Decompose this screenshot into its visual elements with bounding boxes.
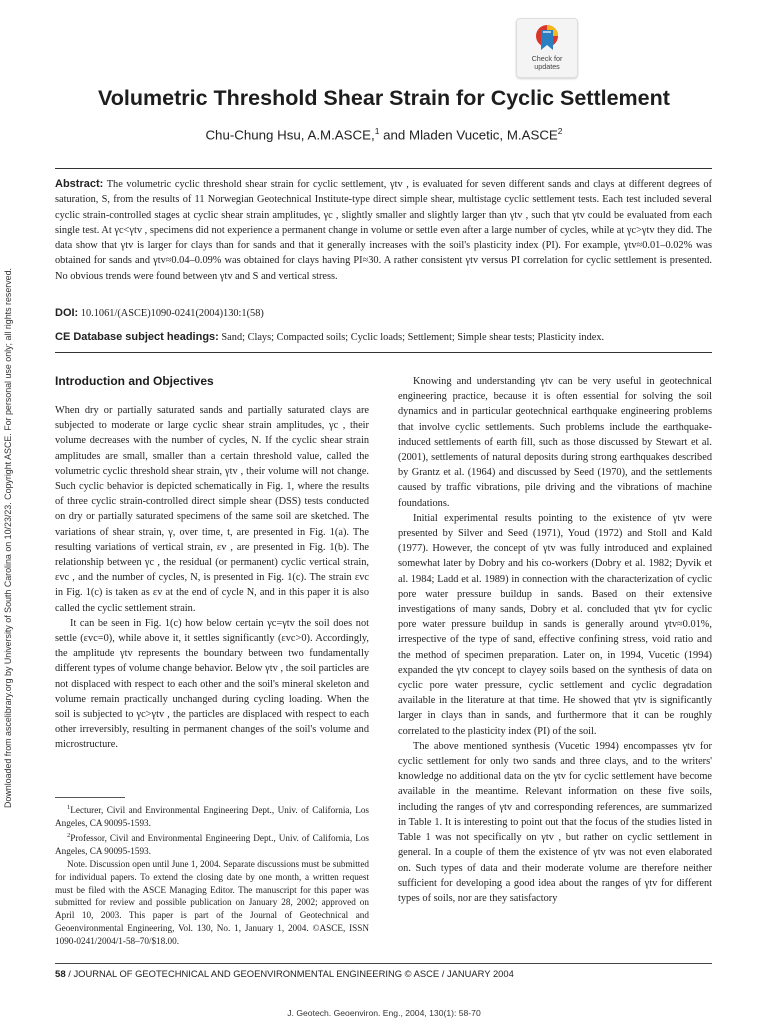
journal-footer-text: / JOURNAL OF GEOTECHNICAL AND GEOENVIRONMENTAL ENGINEERING © ASCE / JANUARY 2004 — [65, 968, 514, 979]
author-1: Chu-Chung Hsu, A.M.ASCE, — [205, 127, 375, 143]
section-heading: Introduction and Objectives — [55, 374, 214, 388]
bookmark-ribbon-icon — [533, 24, 561, 54]
abstract-label: Abstract: — [55, 178, 104, 190]
abstract-text: The volumetric cyclic threshold shear strain for cyclic settlement, γtv , is evaluated for seven different sands and clays at different degrees of saturation, S, from the results of 11 Norwegian Geotechnical Institute-type direct simple shear, multistage cyclic settlement tests. Each test included several cyclic strain-controlled stages at cyclic shear strain amplitudes, γc , slightly smaller and slightly larger than γtv , such that γtv could be evaluated from each single test. At γc<γtv , specimens did not experience a permanent change in volume or settle even after a large number of cycles, while at γc>γtv they did. The data show that γtv is larger for clays than for sands and that it generally increases with the soil's plasticity index (PI). For example, γtv≈0.01–0.02% was obtained for sands and γtv≈0.04–0.09% was obtained for clays having PI≈30. A rather consistent γtv versus PI correlation for cyclic settlement is presented. No obvious trends were found between γtv and S and vertical stress. — [55, 179, 712, 282]
abstract-top-rule — [55, 168, 712, 169]
right-column — [398, 374, 712, 956]
footnote-text: Note. Discussion open until June 1, 2004. Separate discussions must be submitted for individual papers. To extend the closing date by one month, a written request must be filed with the ASCE Managing Editor. The manuscript for this paper was submitted for review and possible publication on January 28, 2002; approved on April 10, 2003. This paper is part of the Journal of Geotechnical and Geoenvironmental Engineering, Vol. 130, No. 1, January 1, 2004. ©ASCE, ISSN 1090-0241/2004/1-58–70/$18.00. — [55, 858, 369, 947]
body-paragraph: When dry or partially saturated sands and partially saturated clays are subjected to moderate or large cyclic shear strain amplitudes, γc , their volume decreases with the number of cycles, N. If the cyclic shear strain amplitudes are small, smaller than a certain threshold value, called the volumetric cyclic threshold shear strain, γtv , their volume will not change. Such cyclic behavior is depicted schematically in Fig. 1, where the results of three cyclic strain-controlled direct simple shear (DSS) tests conducted on dry or partially saturated specimens of the same soil are sketched. The variations of shear strain, γ, over time, t, are presented in Fig. 1(a). The resulting variations of vertical strain, εv , are presented in Fig. 1(b). The relationship between γc , the residual (or permanent) cyclic vertical strain, εvc , and the number of cycles, N, is presented in Fig. 1(c). The strain εvc in Fig. 1(c) is taken as εv at the end of cycle N, and in this paper it is also called the cyclic settlement strain. — [55, 405, 369, 614]
subject-headings-value: Sand; Clays; Compacted soils; Cyclic loads; Settlement; Simple shear tests; Plasticity index. — [221, 332, 605, 343]
doi-line — [55, 307, 712, 319]
author-2-affiliation-mark: 2 — [557, 126, 563, 136]
doi-link[interactable]: 10.1061/(ASCE)1090-0241(2004)130:1(58) — [80, 308, 264, 319]
footer-rule — [55, 963, 712, 964]
abstract — [55, 177, 712, 284]
footnote-rule — [55, 797, 125, 798]
footnote-mark: 1 — [67, 804, 71, 811]
footnote-1 — [55, 802, 369, 830]
author-line — [0, 126, 768, 142]
citation-footer: J. Geotech. Geoenviron. Eng., 2004, 130(1): 58-70 — [287, 1008, 481, 1018]
running-footer — [55, 968, 712, 980]
doi-label: DOI: — [55, 307, 79, 319]
footnote-text: Lecturer, Civil and Environmental Engineering Dept., Univ. of California, Los Angeles, CA 90095-1593. — [55, 805, 369, 828]
subject-headings — [55, 331, 712, 343]
body-paragraph: It can be seen in Fig. 1(c) how below certain γc=γtv the soil does not settle (εvc=0), while above it, it settles significantly (εvc>0). Accordingly, the amplitude γtv represents the boundary between two fundamentally different types of volume change behavior. Below γtv , the soil particles are not displaced with respect to each other and the soil's mineral skeleton and volume remain practically unchanged during cycling loading. When the soil is subjected to γc>γtv , the particles are displaced with respect to each other irreversibly, resulting in permanent changes of the soil's volume and microstructure. — [55, 617, 369, 751]
body-paragraph: Initial experimental results pointing to the existence of γtv were presented by Silver and Seed (1971), Youd (1972) and Stoll and Kald (1977). However, the concept of γtv was fully introduced and explained somewhat later by Dobry and his co-workers (Dobry et al. 1982; Dyvik et al. 1984; Ladd et al. 1989) in connection with the characterization of cyclic pore water pressure buildup in sands. Based on their extensive investigations of many sands, Dobry et al. concluded that γtv for cyclic pore water pressure buildup in sands is generally around γtv≈0.01%, irrespective of the type of sand, effective confining stress, void ratio and the method of specimen preparation. Later on, in 1994, Vucetic (1994) expanded the γtv concept to clayey soils based on the synthesis of data on cyclic pore water pressure, cyclic settlement and cyclic degradation available in the literature at that time. He showed that γtv is significantly larger in clays than in sands, and furthermore that it can be roughly correlated to the plasticity index (PI) of the soil. — [398, 512, 712, 737]
footnote-mark: 2 — [67, 831, 71, 839]
footnote-text: Professor, Civil and Environmental Engineering Dept., Univ. of California, Los Angeles, CA 90095-1593. — [55, 832, 369, 856]
page-number: 58 — [55, 969, 66, 980]
body-paragraph: Knowing and understanding γtv can be very useful in geotechnical engineering practice, because it is often essential for solving the soil dynamics and in particular geotechnical earthquake engineering problems that involve cyclic settlements. Such problems include the earthquake-induced settlements of earth fill, such as those discussed by Stewart et al. (2001), settlements of natural deposits during strong earthquakes described by Grantz et al. (1964) and discussed by Seed (1970), and the settlements caused by traffic vibrations, pile driving and the vibrations of machine foundations. — [398, 376, 712, 509]
abstract-bottom-rule — [55, 352, 712, 353]
author-2: and Mladen Vucetic, M.ASCE — [379, 127, 558, 143]
download-notice — [2, 218, 14, 808]
check-for-updates-badge[interactable] — [516, 18, 578, 78]
body-paragraph: The above mentioned synthesis (Vucetic 1994) encompasses γtv for cyclic settlement for only two sands and three clays, and to the writers' knowledge no additional data on the γtv for cyclic settlement have become available in the meantime. Relevant information on these five soils, including the ranges of γtv and corresponding references, are summarized in Table 1. It is interesting to point out that the focus of the studies listed in Table 1 was not specifically on γtv , but rather on cyclic settlement in general. In a couple of them the existence of γtv was not even elaborated on. Such types of data and their moderate volume are therefore neither sufficient for developing a good idea about the ranges of γtv for different types of soils, nor are they satisfactory — [398, 740, 712, 904]
footnote-2 — [55, 830, 369, 858]
author-1-affiliation-mark: 1 — [374, 126, 380, 136]
subject-headings-label: CE Database subject headings: — [55, 331, 219, 343]
footnotes — [55, 797, 369, 948]
badge-line-2: updates — [534, 62, 560, 71]
badge-line-1: Check for — [531, 54, 563, 63]
download-notice-text: Downloaded from ascelibrary.org by University of South Carolina on 10/23/23. Copyright ASCE. For personal use only; all rights reserved. — [3, 268, 13, 808]
paper-title: Volumetric Threshold Shear Strain for Cyclic Settlement — [98, 86, 670, 110]
footnote-note — [55, 858, 369, 948]
